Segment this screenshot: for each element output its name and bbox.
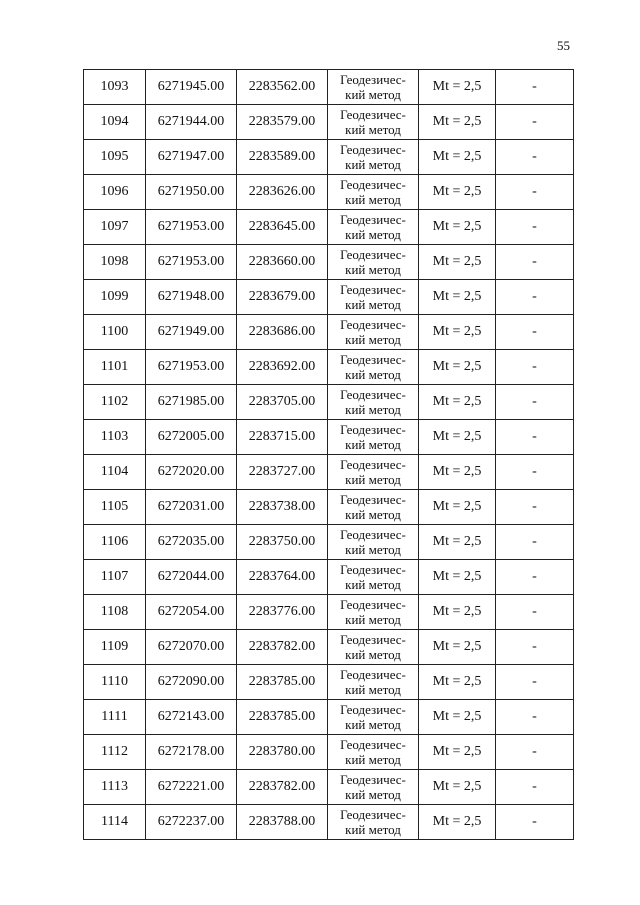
method-line-1: Геодезичес- [340,807,406,822]
method-line-1: Геодезичес- [340,212,406,227]
method-cell [328,735,419,770]
method-line-2: кий метод [345,262,401,277]
note-cell: - [496,280,574,315]
method-cell [328,525,419,560]
table-row [84,595,574,630]
y-coordinate-cell: 2283589.00 [237,140,328,175]
point-number-cell: 1099 [84,280,146,315]
method-line-2: кий метод [345,472,401,487]
x-coordinate-cell: 6271953.00 [146,210,237,245]
method-cell [328,105,419,140]
method-line-2: кий метод [345,437,401,452]
note-cell: - [496,420,574,455]
x-coordinate-cell: 6272143.00 [146,700,237,735]
x-coordinate-cell: 6271953.00 [146,245,237,280]
method-cell [328,350,419,385]
y-coordinate-cell: 2283686.00 [237,315,328,350]
table-row [84,490,574,525]
accuracy-cell: Mt = 2,5 [419,735,496,770]
method-line-2: кий метод [345,542,401,557]
note-cell: - [496,700,574,735]
method-line-2: кий метод [345,682,401,697]
method-line-2: кий метод [345,507,401,522]
note-cell: - [496,175,574,210]
method-line-1: Геодезичес- [340,527,406,542]
y-coordinate-cell: 2283764.00 [237,560,328,595]
y-coordinate-cell: 2283782.00 [237,770,328,805]
table-row [84,315,574,350]
page-number: 55 [557,38,570,53]
method-cell [328,805,419,840]
table-row [84,350,574,385]
method-line-2: кий метод [345,157,401,172]
y-coordinate-cell: 2283785.00 [237,665,328,700]
table-row [84,210,574,245]
method-line-1: Геодезичес- [340,772,406,787]
method-cell [328,595,419,630]
method-line-2: кий метод [345,227,401,242]
method-cell [328,70,419,105]
note-cell: - [496,735,574,770]
method-cell [328,665,419,700]
method-line-2: кий метод [345,297,401,312]
x-coordinate-cell: 6272020.00 [146,455,237,490]
point-number-cell: 1102 [84,385,146,420]
x-coordinate-cell: 6271948.00 [146,280,237,315]
x-coordinate-cell: 6271944.00 [146,105,237,140]
accuracy-cell: Mt = 2,5 [419,490,496,525]
table-row [84,630,574,665]
method-cell [328,455,419,490]
method-line-2: кий метод [345,787,401,802]
y-coordinate-cell: 2283780.00 [237,735,328,770]
table-row [84,385,574,420]
accuracy-cell: Mt = 2,5 [419,420,496,455]
method-line-1: Геодезичес- [340,107,406,122]
x-coordinate-cell: 6271947.00 [146,140,237,175]
note-cell: - [496,595,574,630]
method-line-1: Геодезичес- [340,667,406,682]
method-line-1: Геодезичес- [340,282,406,297]
method-line-1: Геодезичес- [340,317,406,332]
coordinates-table-body [84,70,574,840]
method-cell [328,560,419,595]
note-cell: - [496,770,574,805]
table-row [84,105,574,140]
note-cell: - [496,455,574,490]
table-row [84,175,574,210]
accuracy-cell: Mt = 2,5 [419,665,496,700]
note-cell: - [496,210,574,245]
method-line-1: Геодезичес- [340,422,406,437]
table-row [84,805,574,840]
point-number-cell: 1104 [84,455,146,490]
point-number-cell: 1112 [84,735,146,770]
method-line-1: Геодезичес- [340,72,406,87]
method-line-1: Геодезичес- [340,177,406,192]
x-coordinate-cell: 6272054.00 [146,595,237,630]
y-coordinate-cell: 2283562.00 [237,70,328,105]
accuracy-cell: Mt = 2,5 [419,140,496,175]
method-line-1: Геодезичес- [340,457,406,472]
method-line-2: кий метод [345,192,401,207]
method-line-1: Геодезичес- [340,387,406,402]
method-line-2: кий метод [345,752,401,767]
x-coordinate-cell: 6271949.00 [146,315,237,350]
note-cell: - [496,350,574,385]
y-coordinate-cell: 2283782.00 [237,630,328,665]
y-coordinate-cell: 2283645.00 [237,210,328,245]
y-coordinate-cell: 2283788.00 [237,805,328,840]
method-line-2: кий метод [345,87,401,102]
accuracy-cell: Mt = 2,5 [419,455,496,490]
note-cell: - [496,525,574,560]
point-number-cell: 1111 [84,700,146,735]
y-coordinate-cell: 2283776.00 [237,595,328,630]
x-coordinate-cell: 6271950.00 [146,175,237,210]
point-number-cell: 1093 [84,70,146,105]
y-coordinate-cell: 2283679.00 [237,280,328,315]
method-cell [328,315,419,350]
method-cell [328,770,419,805]
method-cell [328,245,419,280]
point-number-cell: 1114 [84,805,146,840]
x-coordinate-cell: 6272178.00 [146,735,237,770]
note-cell: - [496,70,574,105]
table-row [84,735,574,770]
x-coordinate-cell: 6272031.00 [146,490,237,525]
table-row [84,700,574,735]
accuracy-cell: Mt = 2,5 [419,350,496,385]
method-line-1: Геодезичес- [340,597,406,612]
y-coordinate-cell: 2283785.00 [237,700,328,735]
point-number-cell: 1106 [84,525,146,560]
x-coordinate-cell: 6272070.00 [146,630,237,665]
method-cell [328,280,419,315]
accuracy-cell: Mt = 2,5 [419,385,496,420]
accuracy-cell: Mt = 2,5 [419,280,496,315]
method-line-1: Геодезичес- [340,632,406,647]
x-coordinate-cell: 6271953.00 [146,350,237,385]
note-cell: - [496,805,574,840]
accuracy-cell: Mt = 2,5 [419,805,496,840]
note-cell: - [496,385,574,420]
method-line-2: кий метод [345,402,401,417]
method-cell [328,175,419,210]
method-cell [328,490,419,525]
y-coordinate-cell: 2283750.00 [237,525,328,560]
method-line-2: кий метод [345,717,401,732]
method-line-2: кий метод [345,122,401,137]
y-coordinate-cell: 2283626.00 [237,175,328,210]
method-line-1: Геодезичес- [340,247,406,262]
note-cell: - [496,665,574,700]
method-line-1: Геодезичес- [340,562,406,577]
y-coordinate-cell: 2283705.00 [237,385,328,420]
note-cell: - [496,140,574,175]
point-number-cell: 1097 [84,210,146,245]
x-coordinate-cell: 6272221.00 [146,770,237,805]
accuracy-cell: Mt = 2,5 [419,245,496,280]
method-line-1: Геодезичес- [340,737,406,752]
table-row [84,245,574,280]
method-cell [328,385,419,420]
point-number-cell: 1108 [84,595,146,630]
accuracy-cell: Mt = 2,5 [419,770,496,805]
note-cell: - [496,315,574,350]
point-number-cell: 1098 [84,245,146,280]
x-coordinate-cell: 6271945.00 [146,70,237,105]
method-cell [328,210,419,245]
accuracy-cell: Mt = 2,5 [419,175,496,210]
method-cell [328,420,419,455]
point-number-cell: 1103 [84,420,146,455]
method-line-2: кий метод [345,577,401,592]
x-coordinate-cell: 6272090.00 [146,665,237,700]
method-line-2: кий метод [345,367,401,382]
y-coordinate-cell: 2283738.00 [237,490,328,525]
point-number-cell: 1107 [84,560,146,595]
method-line-1: Геодезичес- [340,352,406,367]
x-coordinate-cell: 6272237.00 [146,805,237,840]
table-row [84,280,574,315]
point-number-cell: 1094 [84,105,146,140]
table-row [84,70,574,105]
x-coordinate-cell: 6272044.00 [146,560,237,595]
method-cell [328,140,419,175]
accuracy-cell: Mt = 2,5 [419,700,496,735]
method-line-1: Геодезичес- [340,702,406,717]
method-line-1: Геодезичес- [340,142,406,157]
accuracy-cell: Mt = 2,5 [419,560,496,595]
method-line-2: кий метод [345,647,401,662]
y-coordinate-cell: 2283692.00 [237,350,328,385]
table-row [84,455,574,490]
note-cell: - [496,560,574,595]
accuracy-cell: Mt = 2,5 [419,210,496,245]
point-number-cell: 1096 [84,175,146,210]
note-cell: - [496,630,574,665]
point-number-cell: 1100 [84,315,146,350]
method-cell [328,630,419,665]
accuracy-cell: Mt = 2,5 [419,105,496,140]
point-number-cell: 1095 [84,140,146,175]
coordinates-table [83,69,574,840]
point-number-cell: 1110 [84,665,146,700]
method-cell [328,700,419,735]
accuracy-cell: Mt = 2,5 [419,595,496,630]
accuracy-cell: Mt = 2,5 [419,70,496,105]
method-line-2: кий метод [345,822,401,837]
note-cell: - [496,490,574,525]
point-number-cell: 1101 [84,350,146,385]
table-row [84,560,574,595]
table-row [84,770,574,805]
x-coordinate-cell: 6272005.00 [146,420,237,455]
note-cell: - [496,105,574,140]
accuracy-cell: Mt = 2,5 [419,315,496,350]
method-line-2: кий метод [345,332,401,347]
point-number-cell: 1105 [84,490,146,525]
table-row [84,420,574,455]
x-coordinate-cell: 6271985.00 [146,385,237,420]
table-row [84,525,574,560]
y-coordinate-cell: 2283660.00 [237,245,328,280]
table-row [84,665,574,700]
point-number-cell: 1109 [84,630,146,665]
y-coordinate-cell: 2283715.00 [237,420,328,455]
accuracy-cell: Mt = 2,5 [419,630,496,665]
point-number-cell: 1113 [84,770,146,805]
table-row [84,140,574,175]
y-coordinate-cell: 2283727.00 [237,455,328,490]
accuracy-cell: Mt = 2,5 [419,525,496,560]
y-coordinate-cell: 2283579.00 [237,105,328,140]
note-cell: - [496,245,574,280]
x-coordinate-cell: 6272035.00 [146,525,237,560]
method-line-1: Геодезичес- [340,492,406,507]
method-line-2: кий метод [345,612,401,627]
